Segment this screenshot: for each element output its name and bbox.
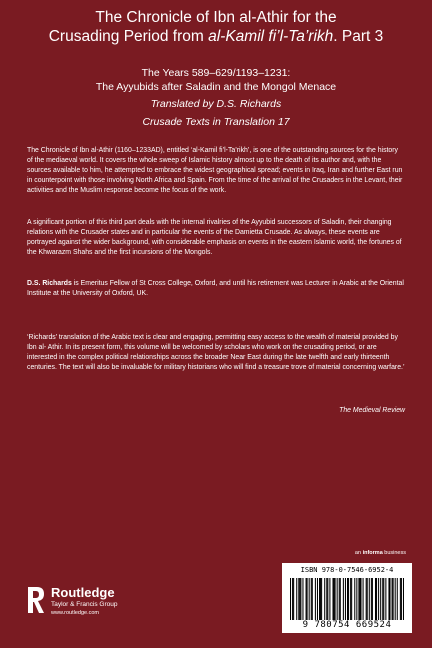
informa-brand: informa [362,550,383,556]
description-paragraph-2: A significant portion of this third part deals with the internal rivalries of the Ayyubid successors of Saladin, their changing relations with the Crusader states and in particular the events of the Damietta Crusade. As always, these events are portrayed against the wider background, with considerable emphasis on events in the eastern Islamic world, the fortunes of the Khwarazm Shahs and the first incursions of the Mongols. [27,219,402,256]
informa-prefix: an [354,550,363,556]
informa-suffix: business [382,550,406,556]
title-line-1: The Chronicle of Ibn al-Athir for the [95,9,337,26]
isbn-barcode [282,563,412,633]
review-quote: ‘Richards’ translation of the Arabic text is clear and engaging, permitting easy access to the wealth of material provided by Ibn al- Athir. In its present form, this volume will be welcomed by scholars who work on the crusading period, or are interested in the complex political relationships across the broader Near East during the late twelfth and early thirteenth centuries. The text will also be invaluable for military historians who will find a treasure trove of material concerning warfare.’ [27,334,405,371]
book-subtitle [20,66,412,94]
author-bio-text: is Emeritus Fellow of St Cross College, Oxford, and until his retirement was Lecturer in Arabic at the Oriental Institute at the University of Oxford, UK. [27,280,404,297]
subtitle-line-2: The Ayyubids after Saladin and the Mongol Menace [95,81,337,93]
title-line-2 [20,27,412,46]
publisher-group: Taylor & Francis Group [51,601,118,608]
barcode-icon [290,578,404,620]
title-line-2-suffix: . Part 3 [333,28,384,45]
translator-credit: Translated by D.S. Richards [150,98,282,110]
informa-business-label [355,550,406,556]
author-bio [27,279,405,299]
title-line-2-prefix: Crusading Period from [48,28,209,45]
author-name: D.S. Richards [27,280,72,287]
series-name: Crusade Texts in Translation 17 [142,116,290,128]
routledge-logo-icon [26,585,46,615]
publisher-url: www.routledge.com [51,610,99,616]
isbn-label: ISBN 978-0-7546-6952-4 [300,566,394,574]
book-title [20,8,412,46]
review-source: The Medieval Review [339,407,405,414]
barcode-digits: 9 780754 669524 [302,620,392,630]
title-line-2-italic: al-Kamil fi’l-Ta’rikh [208,28,334,45]
publisher-name: Routledge [51,585,115,600]
subtitle-line-1: The Years 589–629/1193–1231: [141,67,291,79]
description-paragraph-1: The Chronicle of Ibn al-Athir (1160–1233AD), entitled ‘al-Kamil fi’l-Ta’rikh’, is one of the outstanding sources for the history of the mediaeval world. It covers the whole sweep of Islamic history almost up to the death of its author and, with the sources available to him, he attempted to embrace the widest geographical spread; events in Iraq, Iran and further East run in counterpoint with those involving North Africa and Spain. From the time of the arrival of the Crusaders in the Levant, their activities and the Muslim response become the focus of the work. [27,147,403,194]
